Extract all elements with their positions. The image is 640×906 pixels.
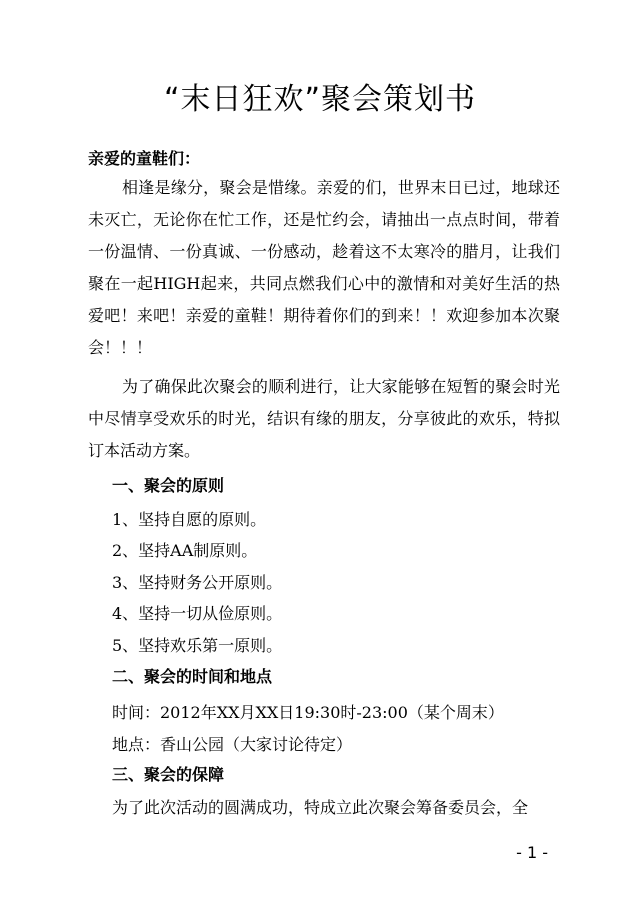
place-line: 地点：香山公园（大家讨论待定）: [112, 735, 353, 754]
guarantee-paragraph: 为了此次活动的圆满成功，特成立此次聚会筹备委员会，全: [112, 798, 529, 817]
principle-item: 4、坚持一切从俭原则。: [112, 604, 283, 623]
document-title: “末日狂欢”聚会策划书: [163, 82, 477, 117]
time-line: 时间：2012年XX月XX日19:30时-23:00（某个周末）: [112, 703, 504, 722]
section-heading-guarantee: 三、聚会的保障: [112, 765, 225, 784]
principle-item: 3、坚持财务公开原则。: [112, 573, 283, 592]
section-heading-principles: 一、聚会的原则: [112, 476, 225, 495]
principle-item: 2、坚持AA制原则。: [112, 541, 258, 560]
intro-paragraph: 相逢是缘分，聚会是惜缘。亲爱的们，世界末日已过，地球还未灭亡，无论你在忙工作，还是忙约会，请抽出一点点时间，带着一份温情、一份真诚、一份感动，趁着这不太寒冷的腊月，让我们聚在一起HIGH起来，共同点燃我们心中的激情和对美好生活的热爱吧！来吧！亲爱的童鞋！期待着你们的到来！！欢迎参加本次聚会！！！: [88, 178, 560, 357]
greeting: 亲爱的童鞋们：: [88, 149, 201, 168]
principle-item: 1、坚持自愿的原则。: [112, 510, 267, 529]
page-number: - 1 -: [516, 843, 548, 862]
purpose-paragraph: 为了确保此次聚会的顺利进行，让大家能够在短暂的聚会时光中尽情享受欢乐的时光，结识有缘的朋友，分享彼此的欢乐，特拟订本活动方案。: [88, 377, 560, 460]
section-heading-time-place: 二、聚会的时间和地点: [112, 667, 273, 686]
principle-item: 5、坚持欢乐第一原则。: [112, 636, 283, 655]
